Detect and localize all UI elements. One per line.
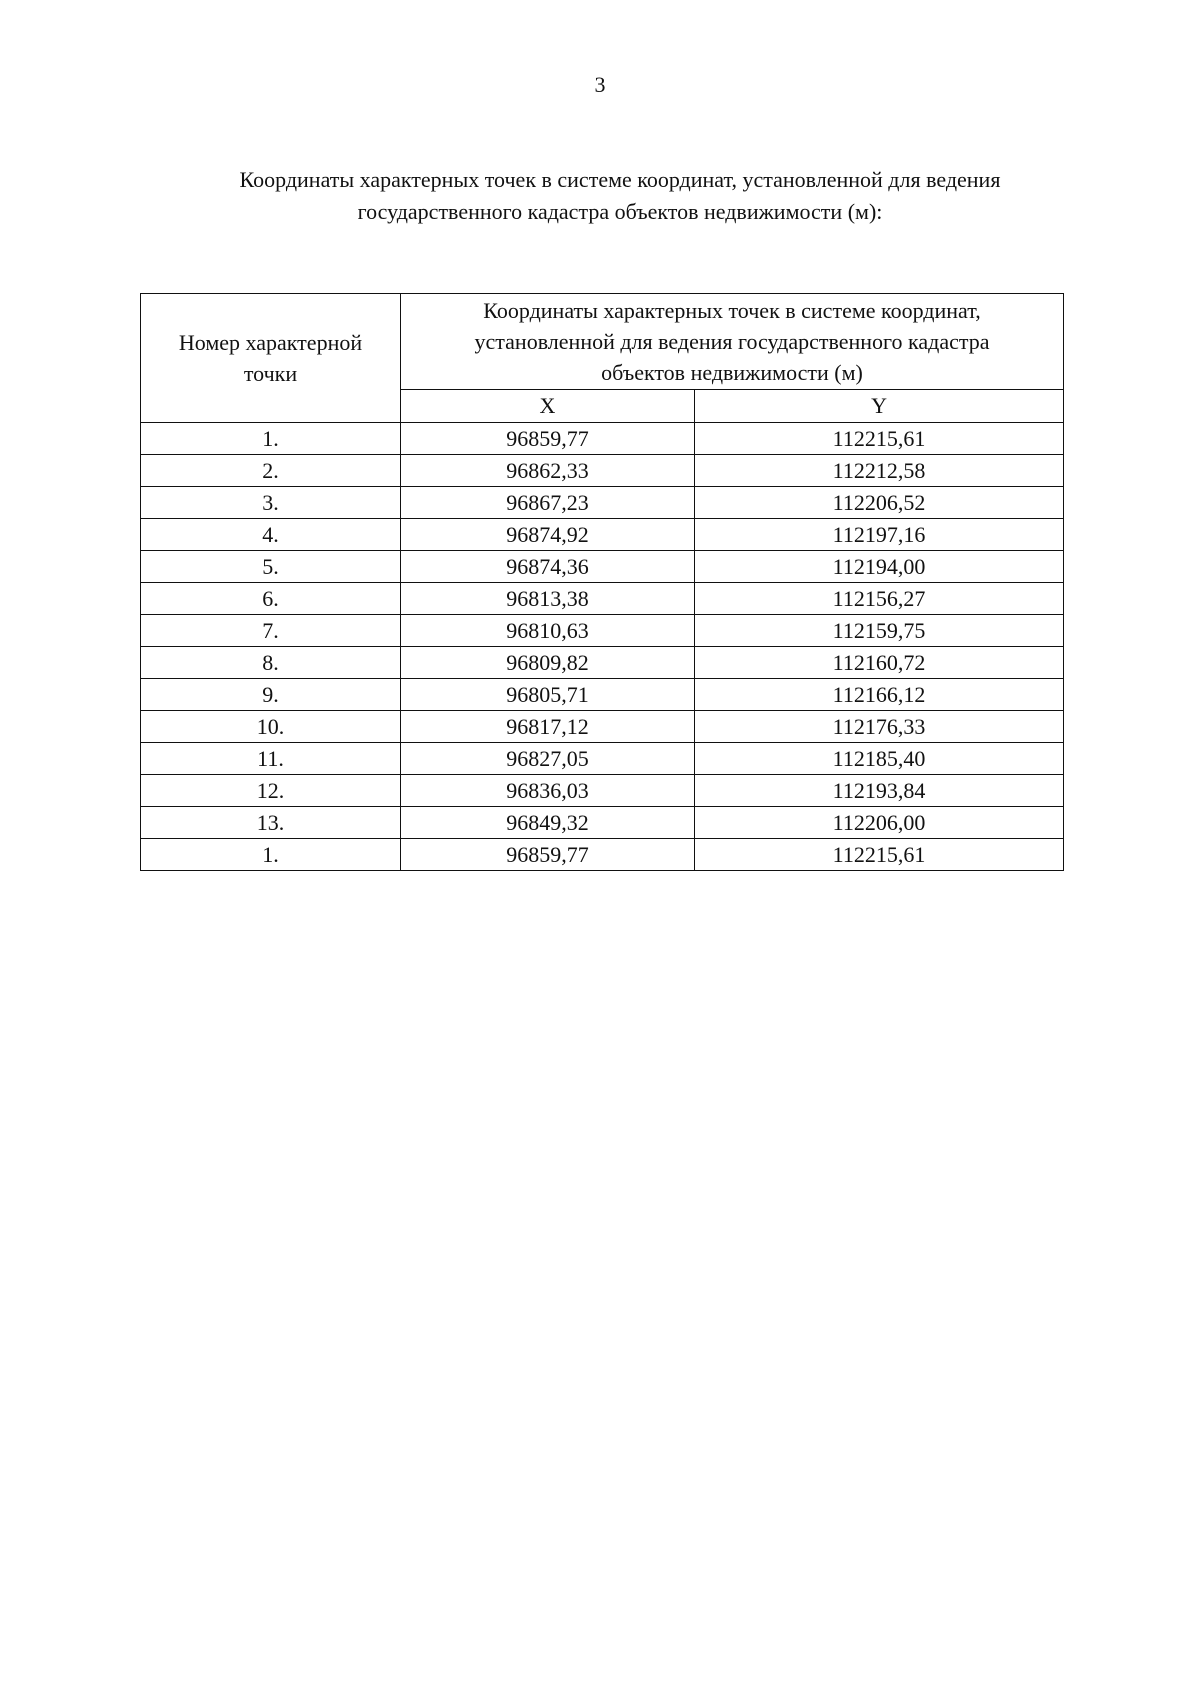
x-coordinate-cell: 96874,92 — [401, 519, 695, 551]
y-coordinate-cell: 112159,75 — [695, 615, 1064, 647]
point-number-cell: 13. — [141, 807, 401, 839]
x-coordinate-cell: 96874,36 — [401, 551, 695, 583]
x-coordinate-cell: 96809,82 — [401, 647, 695, 679]
heading-line-1: Координаты характерных точек в системе координат, установленной для ведения — [239, 167, 1001, 192]
x-coordinate-cell: 96859,77 — [401, 423, 695, 455]
table-row — [141, 615, 1064, 647]
table-row — [141, 775, 1064, 807]
document-heading — [140, 164, 1100, 228]
table-row — [141, 743, 1064, 775]
point-number-cell: 8. — [141, 647, 401, 679]
point-number-cell: 1. — [141, 423, 401, 455]
y-coordinate-cell: 112215,61 — [695, 839, 1064, 871]
y-coordinate-cell: 112193,84 — [695, 775, 1064, 807]
y-coordinate-cell: 112215,61 — [695, 423, 1064, 455]
y-coordinate-cell: 112185,40 — [695, 743, 1064, 775]
y-coordinate-cell: 112176,33 — [695, 711, 1064, 743]
table-body — [141, 423, 1064, 871]
x-column-header: X — [401, 390, 695, 423]
x-coordinate-cell: 96867,23 — [401, 487, 695, 519]
y-coordinate-cell: 112194,00 — [695, 551, 1064, 583]
x-coordinate-cell: 96862,33 — [401, 455, 695, 487]
x-coordinate-cell: 96817,12 — [401, 711, 695, 743]
table-header-row — [141, 294, 1064, 390]
point-number-cell: 12. — [141, 775, 401, 807]
table-row — [141, 583, 1064, 615]
point-number-cell: 4. — [141, 519, 401, 551]
coordinates-header-line-3: объектов недвижимости (м) — [601, 360, 863, 385]
table-row — [141, 519, 1064, 551]
point-number-cell: 9. — [141, 679, 401, 711]
point-number-cell: 2. — [141, 455, 401, 487]
y-coordinate-cell: 112166,12 — [695, 679, 1064, 711]
point-number-cell: 11. — [141, 743, 401, 775]
point-number-cell: 3. — [141, 487, 401, 519]
y-column-header: Y — [695, 390, 1064, 423]
table-row — [141, 423, 1064, 455]
x-coordinate-cell: 96836,03 — [401, 775, 695, 807]
table-row — [141, 551, 1064, 583]
page-number: 3 — [594, 72, 606, 97]
x-coordinate-cell: 96810,63 — [401, 615, 695, 647]
x-coordinate-cell: 96805,71 — [401, 679, 695, 711]
table-row — [141, 679, 1064, 711]
point-number-header-line-2: точки — [243, 361, 298, 386]
point-number-cell: 10. — [141, 711, 401, 743]
y-coordinate-cell: 112160,72 — [695, 647, 1064, 679]
table-row — [141, 647, 1064, 679]
y-coordinate-cell: 112156,27 — [695, 583, 1064, 615]
point-number-header-line-1: Номер характерной — [178, 330, 363, 355]
coordinates-table — [140, 293, 1064, 871]
coordinates-header-line-2: установленной для ведения государственного кадастра — [474, 329, 990, 354]
table-row — [141, 487, 1064, 519]
point-number-cell: 5. — [141, 551, 401, 583]
table-row — [141, 807, 1064, 839]
coordinates-group-header — [401, 294, 1064, 390]
x-coordinate-cell: 96849,32 — [401, 807, 695, 839]
x-coordinate-cell: 96859,77 — [401, 839, 695, 871]
point-number-cell: 1. — [141, 839, 401, 871]
x-coordinate-cell: 96813,38 — [401, 583, 695, 615]
table-row — [141, 711, 1064, 743]
point-number-header — [141, 294, 401, 423]
y-coordinate-cell: 112206,00 — [695, 807, 1064, 839]
x-coordinate-cell: 96827,05 — [401, 743, 695, 775]
y-coordinate-cell: 112206,52 — [695, 487, 1064, 519]
table-row — [141, 455, 1064, 487]
point-number-cell: 7. — [141, 615, 401, 647]
y-coordinate-cell: 112197,16 — [695, 519, 1064, 551]
y-coordinate-cell: 112212,58 — [695, 455, 1064, 487]
point-number-cell: 6. — [141, 583, 401, 615]
coordinates-header-line-1: Координаты характерных точек в системе координат, — [483, 298, 981, 323]
heading-line-2: государственного кадастра объектов недвижимости (м): — [357, 199, 883, 224]
table-row — [141, 839, 1064, 871]
